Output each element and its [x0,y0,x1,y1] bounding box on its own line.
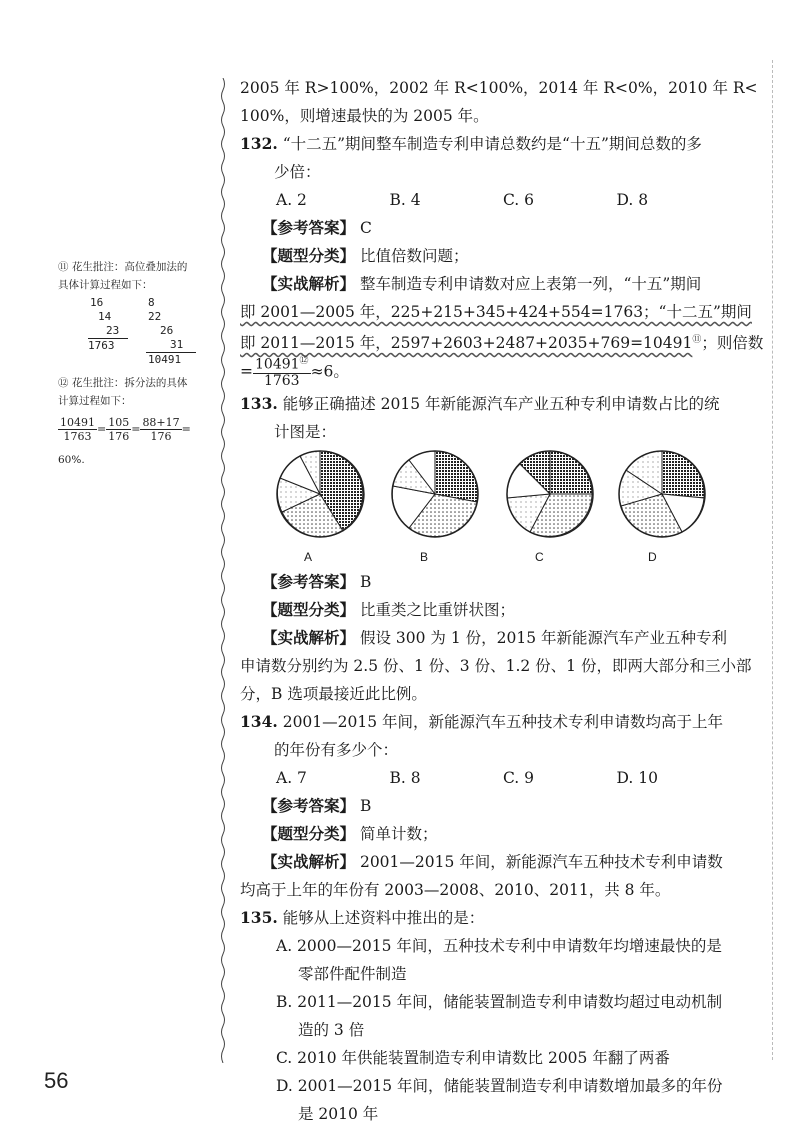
q132-answer-label: 【参考答案】 [262,218,356,237]
q133-stem [240,390,730,418]
q132-option-c: C. 6 [503,191,535,209]
q133-analysis-1: 假设 300 为 1 份，2015 年新能源汽车产业五种专利 [359,629,727,647]
note12-frac1-num: 10491 [60,416,95,429]
q132-analysis-label: 【实战解析】 [262,274,356,293]
q134-option-c: C. 9 [503,769,535,787]
q132-option-d: D. 8 [616,191,649,209]
note12-result: 60%. [58,454,85,466]
q135-option-d-2: 是 2010 年 [298,1105,379,1123]
calc-c1-r2: 14 [98,310,112,323]
q134-analysis-label: 【实战解析】 [262,852,356,871]
q132-analysis-3-end: ；则倍数 [701,334,764,353]
q132-frac-num-text: 10491 [255,356,300,373]
note12-frac3 [140,416,181,443]
calc-block [58,294,228,374]
q132-frac-prefix: = [240,362,253,381]
q132-analysis-3-text: 即 2011—2015 年，2597+2603+2487+2035+769=10491 [240,334,693,353]
main-column [240,74,764,1128]
q133-pie-options [240,446,730,568]
q132-fraction-line [240,354,730,390]
note12-title: ⑫ 花生批注：拆分法的具体 [58,377,188,389]
q133-type-value: 比重类之比重饼状图； [359,601,515,619]
q134-type-label: 【题型分类】 [262,824,356,843]
q132-option-b: B. 4 [389,191,421,209]
q134-type [240,820,730,848]
q134-type-value: 简单计数； [359,825,438,843]
note12-frac2-den: 176 [108,430,130,443]
note12-frac1-den: 1763 [63,430,92,443]
q132-answer [240,214,730,242]
calc-c2-r5: 10491 [148,353,182,366]
q132-note-2: ⑫ [299,356,309,366]
calc-col1 [88,296,128,353]
q132-fraction [253,354,311,389]
q132-analysis-3 [240,326,764,354]
intro-line-2: 100%，则增速最快的为 2005 年。 [240,107,489,125]
q132-note-1: ⑪ [692,335,702,345]
q132-frac-den: 1763 [263,372,300,389]
note12-frac1 [58,416,97,443]
q134-stem [240,708,730,736]
q132-analysis-1: 整车制造专利申请数对应上表第一列，“十五”期间 [359,275,702,293]
calc-c2-r2: 22 [148,310,162,323]
q134-stem-2: 的年份有多少个： [274,741,399,759]
q132-options [240,186,730,214]
note12-title-2: 计算过程如下： [58,395,132,407]
q133-answer-label: 【参考答案】 [262,572,356,591]
q132-analysis-2 [240,298,752,326]
q135-option-b-1: B. 2011—2015 年间，储能装置制造专利申请数均超过电动机制 [276,993,723,1011]
q135-option-b-2: 造的 3 倍 [298,1021,365,1039]
q133-analysis-label: 【实战解析】 [262,628,356,647]
q134-stem-1: 2001—2015 年间，新能源汽车五种技术专利申请数均高于上年 [282,713,724,731]
q135-option-c: C. 2010 年供能装置制造专利申请数比 2005 年翻了两番 [276,1049,670,1067]
note11-title: ⑪ 花生批注：高位叠加法的 [58,261,188,273]
q135-stem [240,904,730,932]
calc-c1-r4: 1763 [88,339,115,352]
pie-chart-a [270,446,370,542]
note12-eq2: = [131,422,141,436]
q134-option-d: D. 10 [616,769,658,787]
page-number: 56 [44,1068,69,1093]
note11-title-2: 具体计算过程如下： [58,279,153,291]
q132-type-label: 【题型分类】 [262,246,356,265]
q134-number: 134. [240,712,278,731]
q133-analysis [240,624,730,652]
q134-option-a: A. 7 [276,769,307,787]
note12-frac3-num: 88+17 [142,416,180,429]
q135-option-d-1: D. 2001—2015 年间，储能装置制造专利申请数增加最多的年份 [276,1077,723,1095]
q132-answer-value: C [359,219,372,237]
q134-analysis [240,848,730,876]
intro-line-1: 2005 年 R>100%，2002 年 R<100%，2014 年 R<0%，2010 年 R< [240,79,758,97]
q135-option-a-1: A. 2000—2015 年间，五种技术专利中申请数年均增速最快的是 [276,937,722,955]
pie-label-b: B [420,550,429,564]
q134-answer-label: 【参考答案】 [262,796,356,815]
q134-option-b: B. 8 [389,769,421,787]
pie-label-c: C [535,550,544,564]
pie-chart-b [385,446,485,542]
q134-options [240,764,730,792]
calc-c2-r4: 31 [146,338,196,353]
calc-c1-r3: 23 [88,324,128,339]
wavy-divider [220,78,226,1063]
q132-analysis-2-text: 即 2001—2005 年，225+215+345+424+554=1763；“十二五”期间 [240,303,752,321]
q133-analysis-2: 申请数分别约为 2.5 份、1 份、3 份、1.2 份、1 份，即两大部分和三小部 [240,657,752,675]
q133-answer-value: B [359,573,372,591]
q132-type-value: 比值倍数问题； [359,247,469,265]
sidebar-notes [58,258,228,469]
q133-number: 133. [240,394,278,413]
note12-eq3: = [181,422,191,436]
pie-chart-c [500,446,600,542]
calc-c2-r1: 8 [148,296,155,309]
q134-analysis-1: 2001—2015 年间，新能源汽车五种技术专利申请数 [359,853,723,871]
q133-analysis-3: 分，B 选项最接近此比例。 [240,685,427,703]
note12-eq1: = [97,422,107,436]
note12-frac3-den: 176 [150,430,172,443]
q132-frac-result: ≈6。 [310,362,349,381]
q134-answer [240,792,730,820]
q135-option-a-2: 零部件配件制造 [298,965,407,983]
pie-label-d: D [648,550,657,564]
q132-option-a: A. 2 [276,191,307,209]
q134-analysis-2: 均高于上年的年份有 2003—2008、2010、2011，共 8 年。 [240,881,671,899]
q135-number: 135. [240,908,278,927]
page-edge-dashes [772,60,774,1060]
calc-c2-r3: 26 [160,324,174,337]
note12-frac2 [106,416,131,443]
q132-stem-1: “十二五”期间整车制造专利申请总数约是“十五”期间总数的多 [282,135,702,153]
q133-type-label: 【题型分类】 [262,600,356,619]
q133-stem-1: 能够正确描述 2015 年新能源汽车产业五种专利申请数占比的统 [282,395,720,413]
q132-stem [240,130,730,158]
q135-stem-text: 能够从上述资料中推出的是： [282,909,485,927]
calc-c1-r1: 16 [90,296,104,309]
q133-type [240,596,730,624]
q132-number: 132. [240,134,278,153]
note12-frac2-num: 105 [108,416,130,429]
pie-chart-d [612,446,712,542]
q132-stem-2: 少倍： [274,163,321,181]
note12-fractions [58,416,228,443]
q132-frac-num [253,354,311,374]
q133-stem-2: 计图是： [274,423,337,441]
q132-analysis [240,270,730,298]
q132-type [240,242,730,270]
calc-col2 [146,296,196,367]
q133-answer [240,568,730,596]
q134-answer-value: B [359,797,372,815]
pie-label-a: A [304,550,313,564]
